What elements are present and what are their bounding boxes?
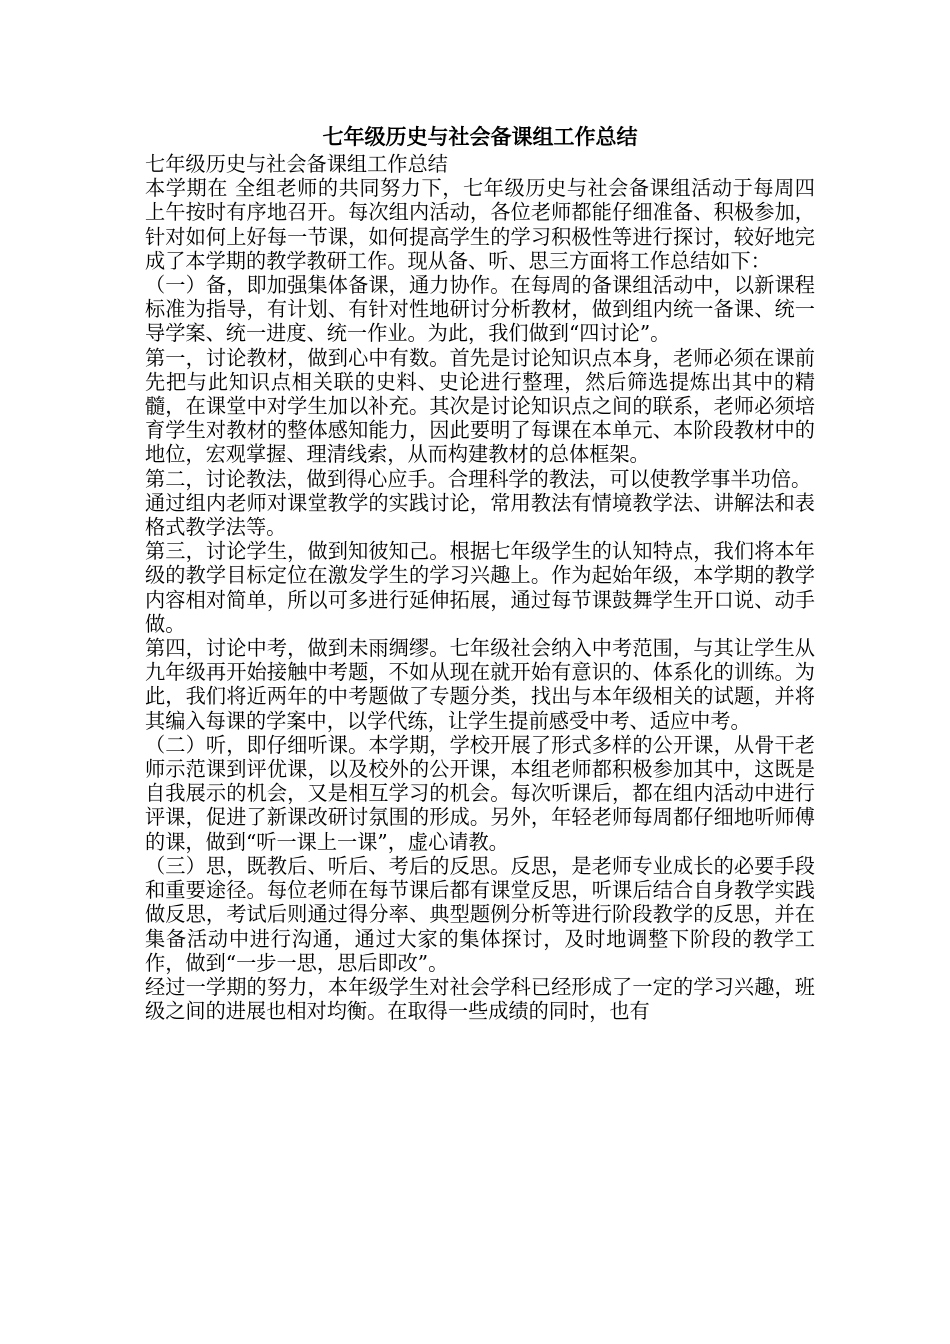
paragraph-discuss-method: 第二，讨论教法，做到得心应手。合理科学的教法，可以使教学事半功倍。 [145, 466, 812, 491]
document-page [145, 124, 815, 1023]
paragraph-discuss-exam: 第四，讨论中考，做到未雨绸缪。七年级社会纳入中考范围，与其让学生从九年级再开始接触中考题，不如从现在就开始有意识的、体系化的训练。为此，我们将近两年的中考题做了专题分类，找出与本年级相关的试题，并将其编入每课的学案中，以学代练，让学生提前感受中考、适应中考。 [145, 636, 815, 733]
paragraph-subtitle: 七年级历史与社会备课组工作总结 [145, 152, 448, 176]
paragraph-section-prepare: （一）备，即加强集体备课，通力协作。在每周的备课组活动中，以新课程标准为指导，有计划、有针对性地研讨分析教材，做到组内统一备课、统一导学案、统一进度、统一作业。为此，我们做到“四讨论”。 [145, 273, 815, 346]
paragraph-method-practice: 通过组内老师对课堂教学的实践讨论，常用教法有情境教学法、讲解法和表格式教学法等。 [145, 490, 815, 540]
paragraph-discuss-students: 第三，讨论学生，做到知彼知己。根据七年级学生的认知特点，我们将本年级的教学目标定位在激发学生的学习兴趣上。作为起始年级，本学期的教学内容相对简单，所以可多进行延伸拓展，通过每节课鼓舞学生开口说、动手做。 [145, 539, 815, 636]
document-title: 七年级历史与社会备课组工作总结 [322, 124, 638, 149]
paragraph-conclusion: 经过一学期的努力，本年级学生对社会学科已经形成了一定的学习兴趣，班级之间的进展也相对均衡。在取得一些成绩的同时，也有 [145, 974, 815, 1024]
paragraph-section-listen: （二）听，即仔细听课。本学期，学校开展了形式多样的公开课，从骨干老师示范课到评优课，以及校外的公开课，本组老师都积极参加其中，这既是自我展示的机会，又是相互学习的机会。每次听课后，都在组内活动中进行评课，促进了新课改研讨氛围的形成。另外，年轻老师每周都仔细地听师傅的课，做到“听一课上一课”，虚心请教。 [145, 732, 815, 854]
paragraph-discuss-textbook: 第一，讨论教材，做到心中有数。首先是讨论知识点本身，老师必须在课前先把与此知识点相关联的史料、史论进行整理，然后筛选提炼出其中的精髓，在课堂中对学生加以补充。其次是讨论知识点之间的联系，老师必须培育学生对教材的整体感知能力，因此要明了每课在本单元、本阶段教材中的地位，宏观掌握、理清线索，从而构建教材的总体框架。 [145, 345, 815, 467]
paragraph-section-reflect: （三）思，既教后、听后、考后的反思。反思，是老师专业成长的必要手段和重要途径。每位老师在每节课后都有课堂反思，听课后结合自身教学实践做反思，考试后则通过得分率、典型题例分析等进行阶段教学的反思，并在集备活动中进行沟通，通过大家的集体探讨，及时地调整下阶段的教学工作，做到“一步一思，思后即改”。 [145, 853, 815, 975]
paragraph-intro: 本学期在 全组老师的共同努力下，七年级历史与社会备课组活动于每周四上午按时有序地召开。每次组内活动，各位老师都能仔细准备、积极参加，针对如何上好每一节课，如何提高学生的学习积极性等进行探讨，较好地完成了本学期的教学教研工作。现从备、听、思三方面将工作总结如下： [145, 176, 815, 273]
